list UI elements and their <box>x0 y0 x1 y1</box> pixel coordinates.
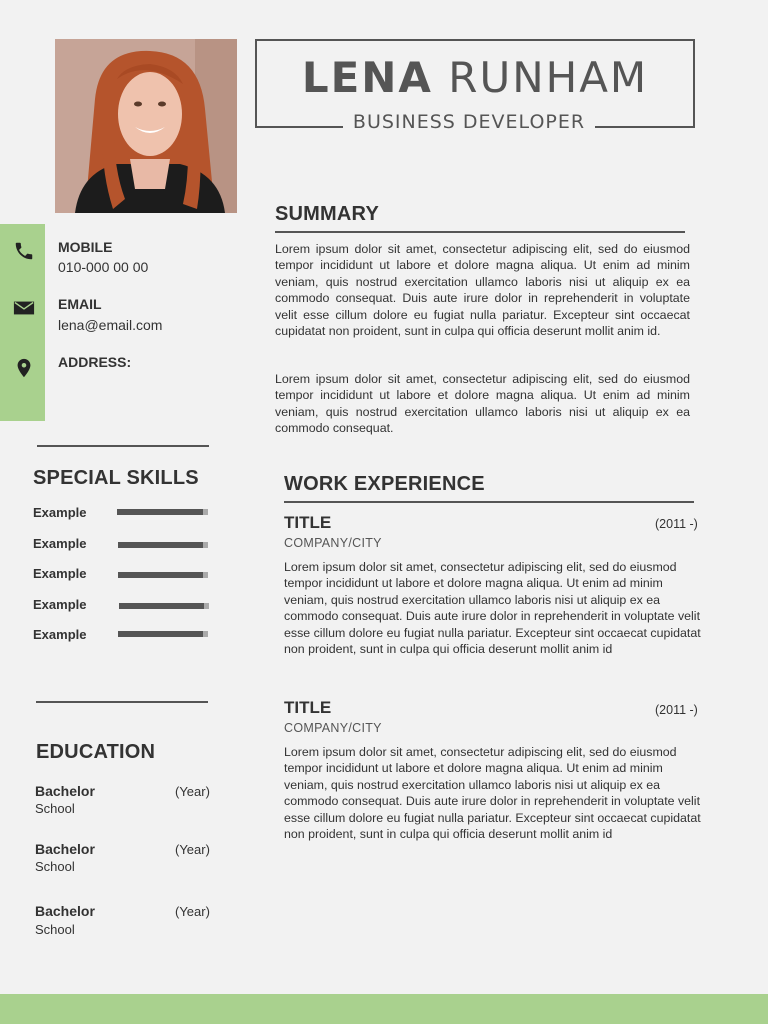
education-divider <box>36 701 208 703</box>
education-degree: Bachelor <box>35 783 95 799</box>
job-title: TITLE <box>284 698 332 717</box>
education-school: School <box>35 922 75 937</box>
job-year: (2011 -) <box>655 703 698 717</box>
contact-accent-strip <box>0 224 45 421</box>
skill-label: Example <box>33 536 87 551</box>
job-company: COMPANY/CITY <box>284 721 382 735</box>
portrait-image <box>55 39 237 213</box>
phone-icon <box>13 240 35 262</box>
name-box <box>255 39 695 133</box>
education-year: (Year) <box>175 784 210 799</box>
job-company: COMPANY/CITY <box>284 536 382 550</box>
email-value: lena@email.com <box>58 317 163 333</box>
skill-label: Example <box>33 505 87 520</box>
job-year: (2011 -) <box>655 517 698 531</box>
job-description: Lorem ipsum dolor sit amet, consectetur adipiscing elit, sed do eiusmod tempor incididunt ut labore et dolore magna aliqua. Ut enim ad minim veniam, quis nostrud exercitation ullamco laboris nisi ut aliquip ex ea commodo consequat. Duis aute irure dolor in reprehenderit in voluptate velit esse cillum dolore eu fugiat nulla pariatur. Excepteur sint occaecat cupidatat non proident, sunt in culpa qui officia deserunt mollit anim id <box>284 560 701 657</box>
skills-heading: SPECIAL SKILLS <box>33 467 199 489</box>
skill-label: Example <box>33 627 87 642</box>
education-degree: Bachelor <box>35 841 95 857</box>
summary-paragraph: Lorem ipsum dolor sit amet, consectetur adipiscing elit, sed do eiusmod tempor incididunt ut labore et dolore magna aliqua. Ut enim ad minim veniam, quis nostrud exercitation ullamco laboris nisi ut aliquip ex ea commodo consequat. Duis aute irure dolor in reprehenderit in voluptate velit esse cillum dolore eu fugiat nulla pariatur. Excepteur sint occaecat cupidatat non proident, sunt in culpa qui officia deserunt mollit anim id. <box>275 242 690 339</box>
footer-accent-bar <box>0 994 768 1024</box>
work-divider <box>284 501 694 503</box>
last-name: RUNHAM <box>448 53 649 102</box>
education-heading: EDUCATION <box>36 741 156 763</box>
job-role: BUSINESS DEVELOPER <box>343 111 595 133</box>
education-school: School <box>35 801 75 816</box>
skill-label: Example <box>33 597 87 612</box>
education-school: School <box>35 859 75 874</box>
education-degree: Bachelor <box>35 903 95 919</box>
email-label: EMAIL <box>58 296 102 312</box>
profile-photo <box>55 39 237 213</box>
skill-bar <box>118 631 208 637</box>
job-description: Lorem ipsum dolor sit amet, consectetur adipiscing elit, sed do eiusmod tempor incididunt ut labore et dolore magna aliqua. Ut enim ad minim veniam, quis nostrud exercitation ullamco laboris nisi ut aliquip ex ea commodo consequat. Duis aute irure dolor in reprehenderit in voluptate velit esse cillum dolore eu fugiat nulla pariatur. Excepteur sint occaecat cupidatat non proident, sunt in culpa qui officia deserunt mollit anim id <box>284 745 701 842</box>
skills-divider <box>37 445 209 447</box>
summary-divider <box>275 231 685 233</box>
job-title: TITLE <box>284 513 332 532</box>
summary-heading: SUMMARY <box>275 203 379 225</box>
skill-bar <box>118 572 208 578</box>
skill-bar <box>118 542 208 548</box>
work-heading: WORK EXPERIENCE <box>284 473 485 495</box>
summary-paragraph: Lorem ipsum dolor sit amet, consectetur adipiscing elit, sed do eiusmod tempor incididunt ut labore et dolore magna aliqua. Ut enim ad minim veniam, quis nostrud exercitation ullamco laboris nisi ut aliquip ex ea commodo consequat. <box>275 372 690 436</box>
skill-bar <box>119 603 209 609</box>
skill-bar <box>117 509 208 515</box>
mobile-value: 010-000 00 00 <box>58 259 149 275</box>
envelope-icon <box>13 297 35 319</box>
education-year: (Year) <box>175 904 210 919</box>
education-year: (Year) <box>175 842 210 857</box>
skill-label: Example <box>33 566 87 581</box>
address-label: ADDRESS: <box>58 354 132 370</box>
mobile-label: MOBILE <box>58 239 113 255</box>
first-name: LENA <box>301 53 433 102</box>
full-name <box>257 53 693 102</box>
location-pin-icon <box>13 357 35 379</box>
